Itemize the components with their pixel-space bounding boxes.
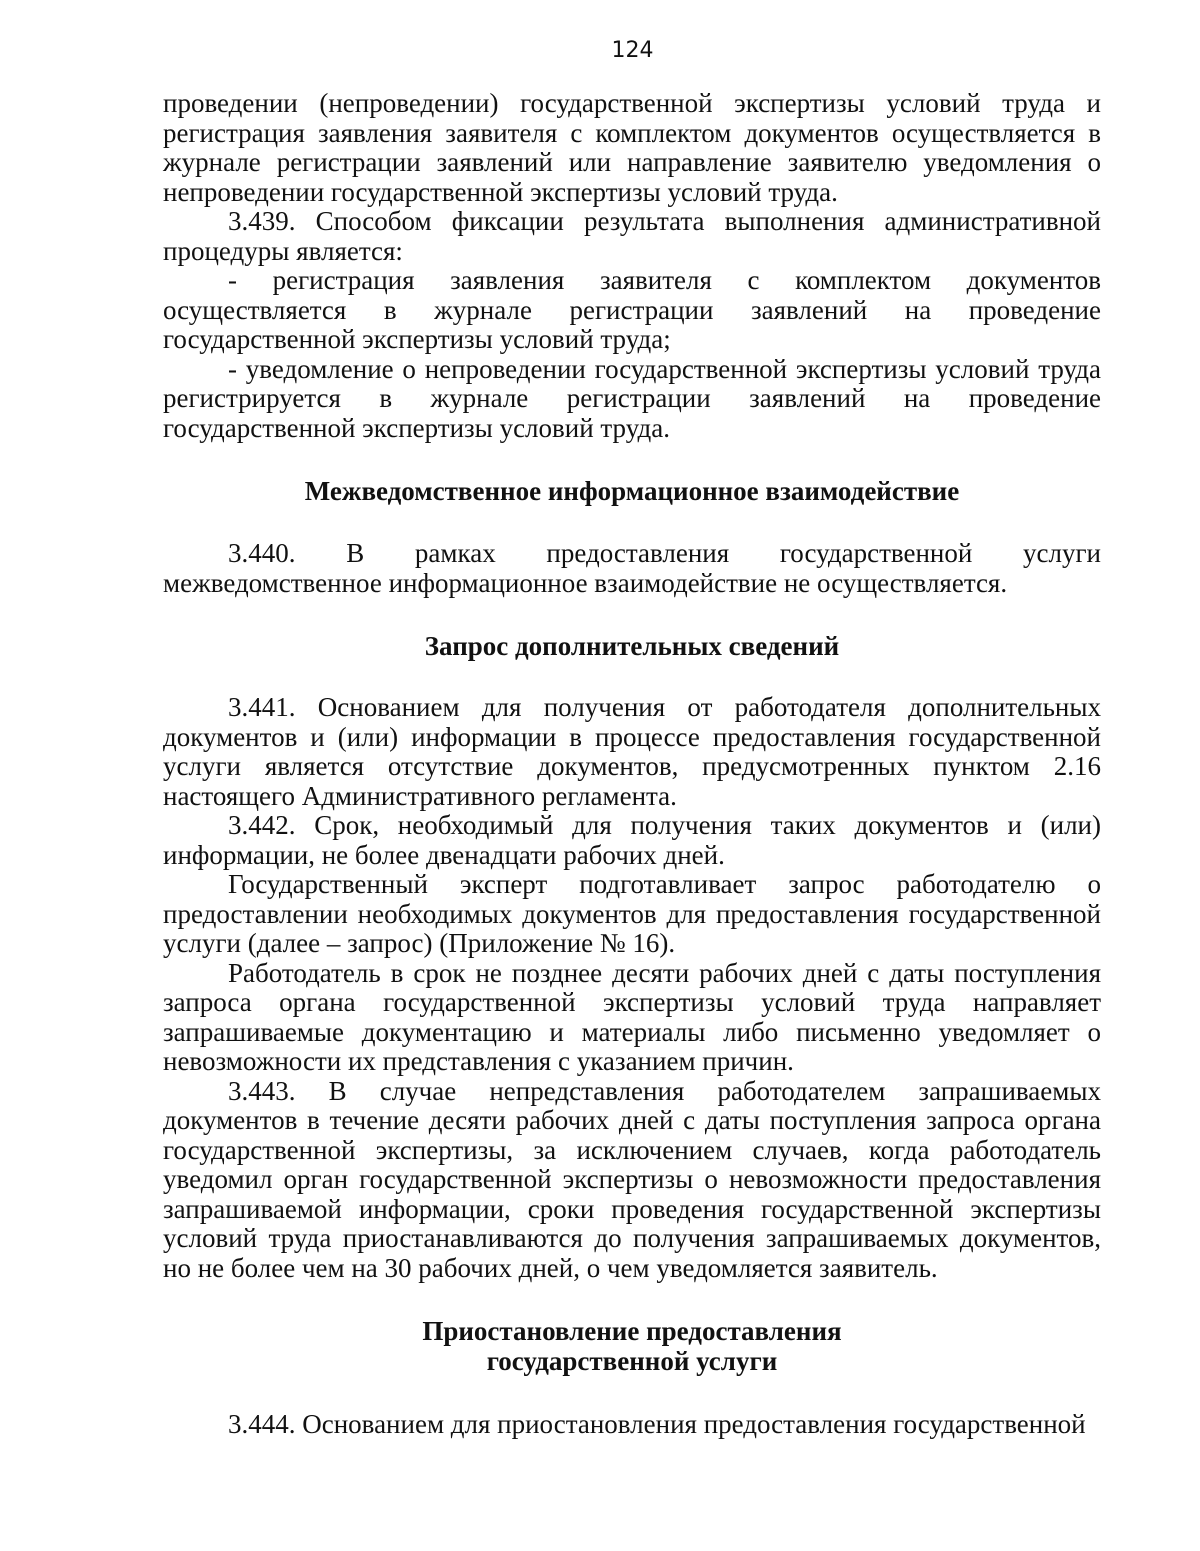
section-heading-suspension-line1: Приостановление предоставления bbox=[422, 1316, 842, 1346]
paragraph-employer-response: Работодатель в срок не позднее десяти рабочих дней с даты поступления запроса органа государственной экспертизы условий труда направляет запрашиваемые документацию и материалы либо письменно уведомляет о невозможности их представления с указанием причин. bbox=[163, 957, 1101, 1076]
list-item-notification: - уведомление о непроведении государственной экспертизы условий труда регистрируется в журнале регистрации заявлений на проведение государственной экспертизы условий труда. bbox=[163, 353, 1101, 443]
page-number: 124 bbox=[611, 38, 654, 63]
paragraph-3-444: 3.444. Основанием для приостановления предоставления государственной bbox=[228, 1409, 1086, 1439]
paragraph-3-440: 3.440. В рамках предоставления государственной услуги межведомственное информационное взаимодействие не осуществляется. bbox=[163, 538, 1101, 598]
document-body bbox=[163, 89, 1101, 1440]
section-heading-additional-info: Запрос дополнительных сведений bbox=[424, 631, 840, 661]
paragraph-3-443: 3.443. В случае непредставления работодателем запрашиваемых документов в течение десяти рабочих дней с даты поступления запроса органа государственной экспертизы, за исключением случаев, когда работодатель уведомил орган государственной экспертизы о невозможности предоставления запрашиваемой информации, сроки проведения государственной экспертизы условий труда приостанавливаются до получения запрашиваемых документов, но не более чем на 30 рабочих дней, о чем уведомляется заявитель. bbox=[163, 1075, 1101, 1283]
paragraph-3-439: 3.439. Способом фиксации результата выполнения административной процедуры является: bbox=[163, 206, 1101, 266]
section-heading-suspension bbox=[163, 1316, 1101, 1376]
paragraph-continuation: проведении (непроведении) государственной экспертизы условий труда и регистрация заявления заявителя с комплектом документов осуществляется в журнале регистрации заявлений или направление заявителю уведомления о непроведении государственной экспертизы условий труда. bbox=[163, 88, 1101, 207]
list-item-registration: - регистрация заявления заявителя с комплектом документов осуществляется в журнале регистрации заявлений на проведение государственной экспертизы условий труда; bbox=[163, 265, 1101, 354]
paragraph-expert-request: Государственный эксперт подготавливает запрос работодателю о предоставлении необходимых документов для предоставления государственной услуги (далее – запрос) (Приложение № 16). bbox=[163, 869, 1101, 958]
section-heading-interagency: Межведомственное информационное взаимодействие bbox=[304, 476, 960, 506]
paragraph-3-442: 3.442. Срок, необходимый для получения таких документов и (или) информации, не более двенадцати рабочих дней. bbox=[163, 810, 1101, 870]
section-heading-suspension-line2: государственной услуги bbox=[486, 1346, 778, 1376]
paragraph-3-441: 3.441. Основанием для получения от работодателя дополнительных документов и (или) информации в процессе предоставления государственной услуги является отсутствие документов, предусмотренных пунктом 2.16 настоящего Административного регламента. bbox=[163, 692, 1101, 811]
